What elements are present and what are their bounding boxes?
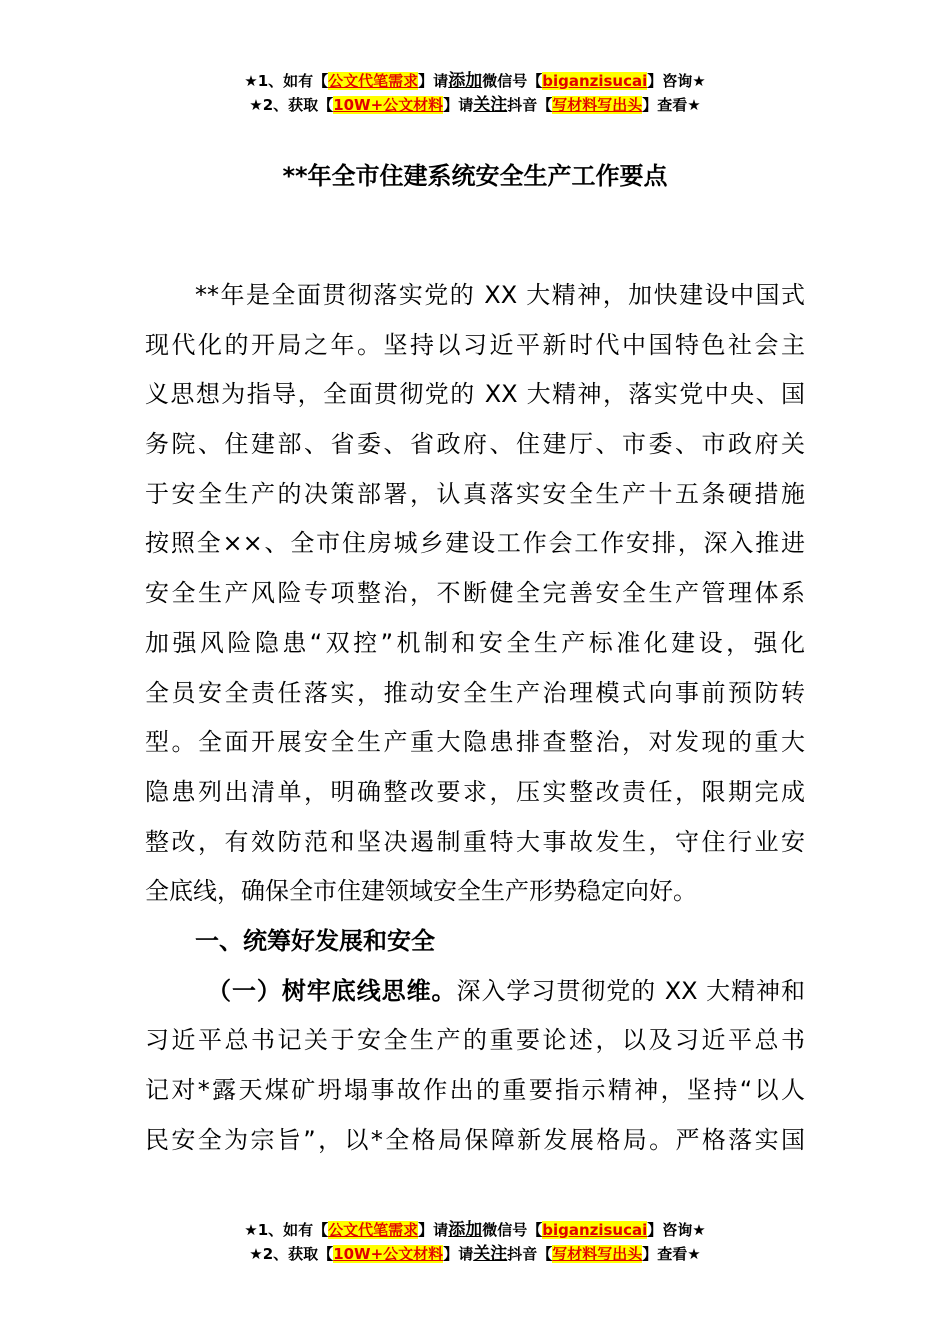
paragraph-intro xyxy=(145,271,805,917)
text-line: 于安全生产的决策部署，认真落实安全生产十五条硬措施 xyxy=(145,479,805,508)
banner-line-1 xyxy=(0,69,950,93)
text: 关注 xyxy=(473,1244,508,1264)
ad-banner-top xyxy=(0,69,950,117)
text-line: 加强风险隐患“双控”机制和安全生产标准化建设，强化 xyxy=(145,628,805,657)
text-line: 全员安全责任落实，推动安全生产治理模式向事前预防转 xyxy=(145,678,805,707)
highlight: 公文代笔需求 xyxy=(328,72,419,90)
text-line: 习近平总书记关于安全生产的重要论述，以及习近平总书 xyxy=(145,1026,805,1055)
highlight: 写材料写出头 xyxy=(552,96,643,114)
document-body xyxy=(145,271,805,1165)
text-line: 隐患列出清单，明确整改要求，压实整改责任，限期完成 xyxy=(145,777,805,806)
ad-banner-bottom xyxy=(0,1218,950,1266)
text: 】请 xyxy=(443,1245,474,1263)
paragraph-first-line xyxy=(145,967,805,1017)
text-line: 现代化的开局之年。坚持以习近平新时代中国特色社会主 xyxy=(145,330,805,359)
text: 】请 xyxy=(418,1221,449,1239)
highlight: 写材料写出头 xyxy=(552,1245,643,1263)
text-line: 义思想为指导，全面贯彻党的 XX 大精神，落实党中央、国 xyxy=(145,380,805,409)
text-line: **年是全面贯彻落实党的 XX 大精神，加快建设中国式 xyxy=(195,281,805,309)
text: 】请 xyxy=(443,96,474,114)
banner-line-2 xyxy=(0,1242,950,1266)
highlight: 公文代笔需求 xyxy=(328,1221,419,1239)
text-line: 按照全××、全市住房城乡建设工作会工作安排，深入推进 xyxy=(145,529,805,558)
text: 微信号【 xyxy=(482,1221,543,1239)
text: ★1、如有【 xyxy=(244,72,329,90)
text: 抖音【 xyxy=(507,96,553,114)
highlight: biganzisucai xyxy=(542,72,648,90)
section-heading: 一、统筹好发展和安全 xyxy=(195,926,435,955)
text: 】咨询★ xyxy=(647,1221,706,1239)
text-line: 安全生产风险专项整治，不断健全完善安全生产管理体系 xyxy=(145,579,805,608)
text-line: 记对*露天煤矿坍塌事故作出的重要指示精神，坚持“以人 xyxy=(145,1076,805,1104)
text: 深入学习贯彻党的 XX 大精神和 xyxy=(456,976,806,1005)
highlight: 10W+公文材料 xyxy=(333,96,444,114)
text: ★2、获取【 xyxy=(249,1245,334,1263)
highlight: 10W+公文材料 xyxy=(333,1245,444,1263)
banner-line-1 xyxy=(0,1218,950,1242)
text: 抖音【 xyxy=(507,1245,553,1263)
text: 添加 xyxy=(448,71,483,91)
document-title: **年全市住建系统安全生产工作要点 xyxy=(282,162,668,190)
text: 】咨询★ xyxy=(647,72,706,90)
text: ★2、获取【 xyxy=(249,96,334,114)
highlight: biganzisucai xyxy=(542,1221,648,1239)
text-line: 民安全为宗旨”，以*全格局保障新发展格局。严格落实国 xyxy=(145,1125,805,1154)
text-line: 全底线，确保全市住建领域安全生产形势稳定向好。 xyxy=(145,877,697,906)
text-line: 务院、住建部、省委、省政府、住建厅、市委、市政府关 xyxy=(145,430,805,459)
text-line: 型。全面开展安全生产重大隐患排查整治，对发现的重大 xyxy=(145,728,805,757)
paragraph-2 xyxy=(145,1016,805,1165)
text: 】查看★ xyxy=(642,1245,701,1263)
text: 微信号【 xyxy=(482,72,543,90)
text: 】查看★ xyxy=(642,96,701,114)
text: 关注 xyxy=(473,95,508,115)
text: ★1、如有【 xyxy=(244,1221,329,1239)
banner-line-2 xyxy=(0,93,950,117)
text-line: 整改，有效防范和坚决遏制重特大事故发生，守住行业安 xyxy=(145,827,805,856)
text: 】请 xyxy=(418,72,449,90)
text: 添加 xyxy=(448,1220,483,1240)
subheading: （一）树牢底线思维。 xyxy=(207,976,457,1005)
